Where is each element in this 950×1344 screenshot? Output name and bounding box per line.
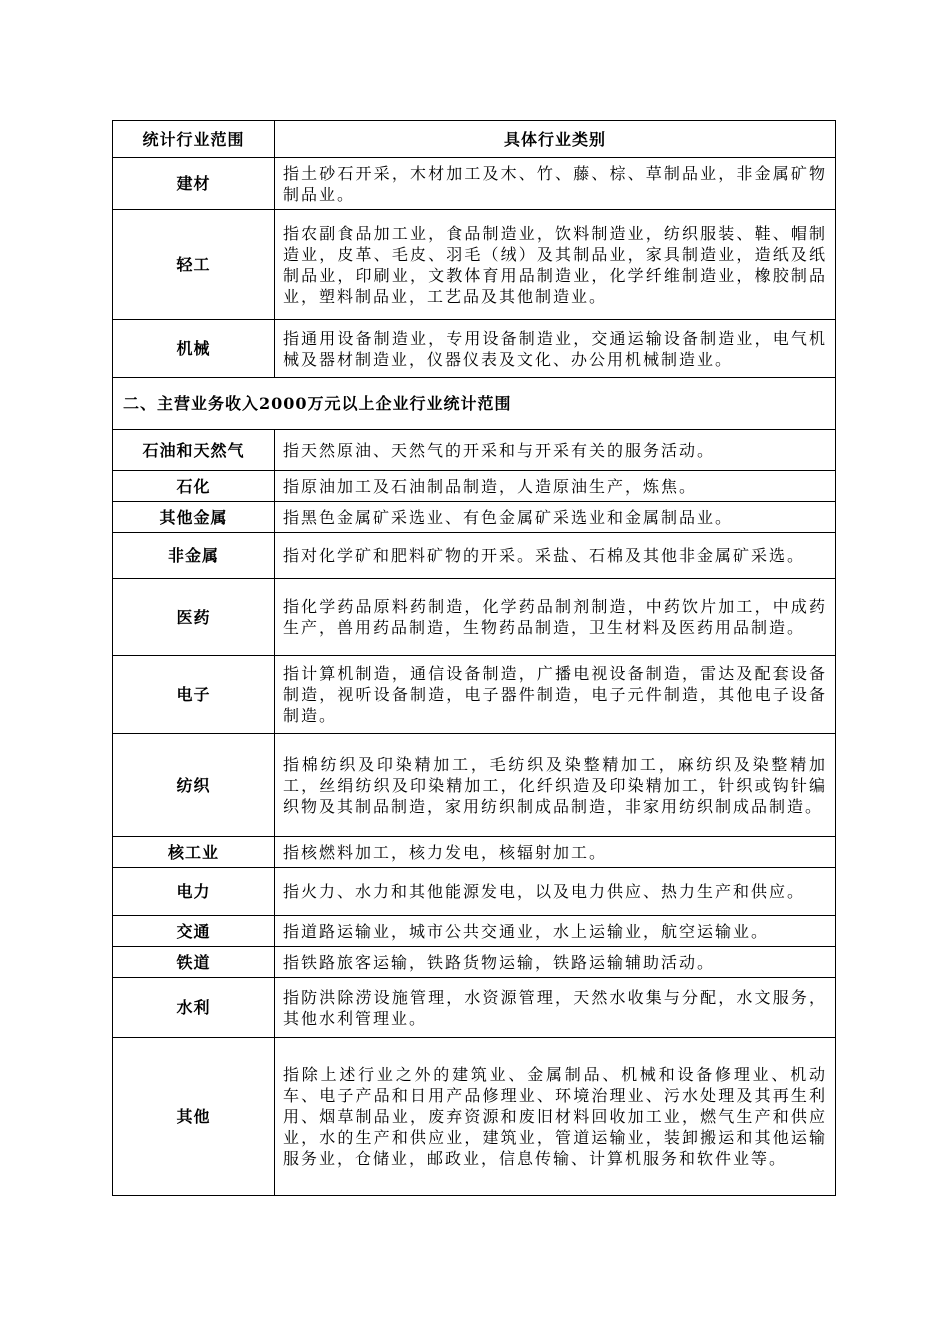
row-category: 医药 [113,579,275,656]
row-category: 非金属 [113,533,275,579]
row-description: 指天然原油、天然气的开采和与开采有关的服务活动。 [275,430,836,471]
table-row [113,579,836,656]
table-row [113,320,836,378]
row-category: 石油和天然气 [113,430,275,471]
row-description: 指化学药品原料药制造，化学药品制剂制造，中药饮片加工，中成药生产，兽用药品制造，生物药品制造，卫生材料及医药用品制造。 [275,579,836,656]
row-description: 指农副食品加工业，食品制造业，饮料制造业，纺织服装、鞋、帽制造业，皮革、毛皮、羽毛（绒）及其制品业，家具制造业，造纸及纸制品业，印刷业，文教体育用品制造业，化学纤维制造业，橡胶制品业，塑料制品业，工艺品及其他制造业。 [275,210,836,320]
row-description: 指计算机制造，通信设备制造，广播电视设备制造，雷达及配套设备制造，视听设备制造，电子器件制造，电子元件制造，其他电子设备制造。 [275,656,836,734]
row-description: 指黑色金属矿采选业、有色金属矿采选业和金属制品业。 [275,502,836,533]
row-description: 指核燃料加工，核力发电，核辐射加工。 [275,837,836,868]
row-category: 其他金属 [113,502,275,533]
row-category: 铁道 [113,947,275,978]
row-category: 轻工 [113,210,275,320]
table-row [113,734,836,837]
row-description: 指原油加工及石油制品制造，人造原油生产，炼焦。 [275,471,836,502]
table-row [113,471,836,502]
row-description: 指对化学矿和肥料矿物的开采。采盐、石棉及其他非金属矿采选。 [275,533,836,579]
table-row [113,430,836,471]
table-row [113,868,836,916]
table-row [113,916,836,947]
row-description: 指防洪除涝设施管理，水资源管理，天然水收集与分配，水文服务，其他水利管理业。 [275,978,836,1038]
row-description: 指除上述行业之外的建筑业、金属制品、机械和设备修理业、机动车、电子产品和日用产品修理业、环境治理业、污水处理及其再生利用、烟草制品业，废弃资源和废旧材料回收加工业，燃气生产和供应业，水的生产和供应业，建筑业，管道运输业，装卸搬运和其他运输服务业，仓储业，邮政业，信息传输、计算机服务和软件业等。 [275,1038,836,1196]
table-row [113,533,836,579]
row-description: 指土砂石开采，木材加工及木、竹、藤、棕、草制品业，非金属矿物制品业。 [275,158,836,210]
header-category: 具体行业类别 [275,121,836,158]
row-description: 指棉纺织及印染精加工，毛纺织及染整精加工，麻纺织及染整精加工，丝绢纺织及印染精加工，化纤织造及印染精加工，针织或钩针编织物及其制品制造，家用纺织制成品制造，非家用纺织制成品制造。 [275,734,836,837]
table-row [113,210,836,320]
row-description: 指火力、水力和其他能源发电，以及电力供应、热力生产和供应。 [275,868,836,916]
table-row [113,158,836,210]
row-description: 指道路运输业，城市公共交通业，水上运输业，航空运输业。 [275,916,836,947]
row-category: 交通 [113,916,275,947]
row-category: 电子 [113,656,275,734]
table-header-row [113,121,836,158]
row-category: 其他 [113,1038,275,1196]
table-row [113,656,836,734]
table-row [113,1038,836,1196]
table-row [113,837,836,868]
industry-scope-table [112,120,836,1196]
row-category: 机械 [113,320,275,378]
row-category: 电力 [113,868,275,916]
row-category: 石化 [113,471,275,502]
row-category: 纺织 [113,734,275,837]
row-category: 核工业 [113,837,275,868]
row-category: 水利 [113,978,275,1038]
row-category: 建材 [113,158,275,210]
table-row [113,502,836,533]
table-row [113,947,836,978]
row-description: 指通用设备制造业，专用设备制造业，交通运输设备制造业，电气机械及器材制造业，仪器仪表及文化、办公用机械制造业。 [275,320,836,378]
row-description: 指铁路旅客运输，铁路货物运输，铁路运输辅助活动。 [275,947,836,978]
section-title: 二、主营业务收入2000万元以上企业行业统计范围 [113,378,836,430]
section-row [113,378,836,430]
header-scope: 统计行业范围 [113,121,275,158]
table-row [113,978,836,1038]
